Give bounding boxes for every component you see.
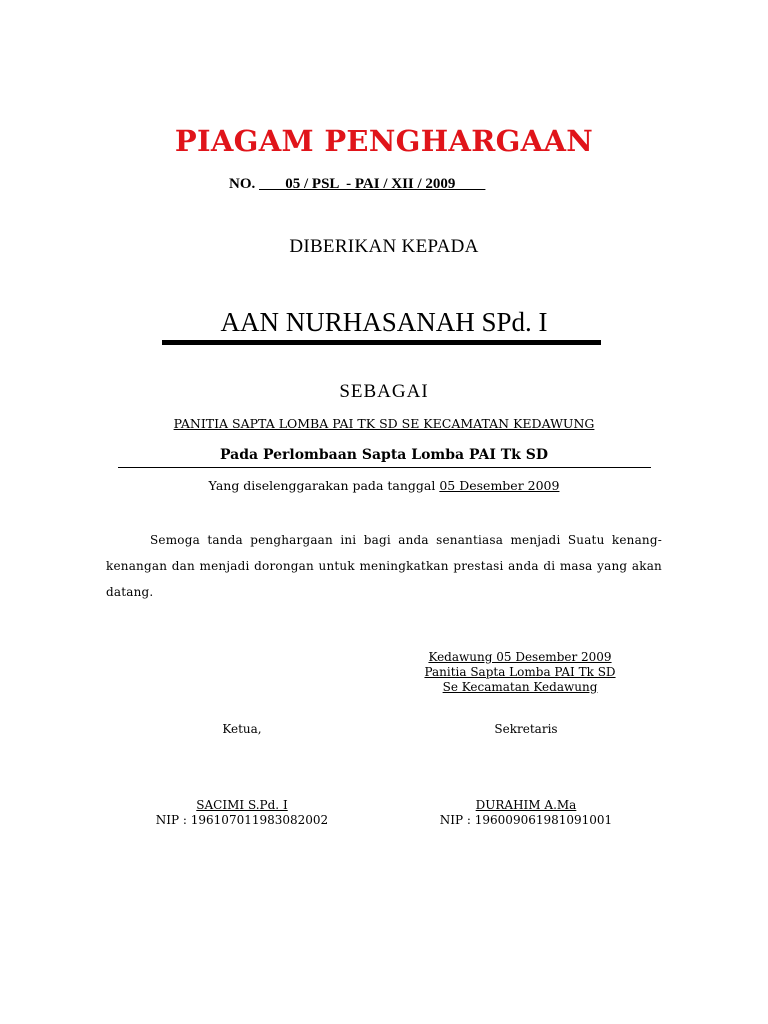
held-date: 05 Desember 2009 [439,478,560,493]
issuer-block [400,650,640,695]
event-divider [118,467,651,468]
recipient-underline [162,340,601,345]
given-to-heading: DIBERIKAN KEPADA [289,236,479,257]
certificate-number [229,176,485,193]
recipient-name: AAN NURHASANAH SPd. I [220,307,548,337]
chair-nip: NIP : 196107011983082002 [155,813,329,827]
secretary-title: Sekretaris [494,722,558,736]
held-prefix: Yang diselenggarakan pada tanggal [208,478,440,493]
held-date-line [0,478,768,493]
signature-secretary [406,722,646,828]
wish-paragraph [106,527,662,605]
event-name: Pada Perlombaan Sapta Lomba PAI Tk SD [220,447,548,463]
as-heading: SEBAGAI [339,381,429,402]
number-label: NO. [229,176,256,192]
secretary-nip: NIP : 196009061981091001 [439,813,613,827]
wish-paragraph-text: Semoga tanda penghargaan ini bagi anda senantiasa menjadi Suatu kenang-kenangan dan menjadi dorongan untuk meningkatkan prestasi anda di masa yang akan datang. [106,533,662,599]
number-value: 05 / PSL - PAI / XII / 2009 [259,176,486,192]
secretary-name: DURAHIM A.Ma [475,798,577,812]
recipient-role: PANITIA SAPTA LOMBA PAI TK SD SE KECAMATAN KEDAWUNG [173,416,595,431]
certificate-title: PIAGAM PENGHARGAAN [174,124,594,158]
chair-title: Ketua, [222,722,262,736]
chair-name: SACIMI S.Pd. I [196,798,288,812]
committee-district: Se Kecamatan Kedawung [442,680,598,694]
committee-name: Panitia Sapta Lomba PAI Tk SD [424,665,616,679]
signature-chair [122,722,362,828]
place-date: Kedawung 05 Desember 2009 [428,650,612,664]
